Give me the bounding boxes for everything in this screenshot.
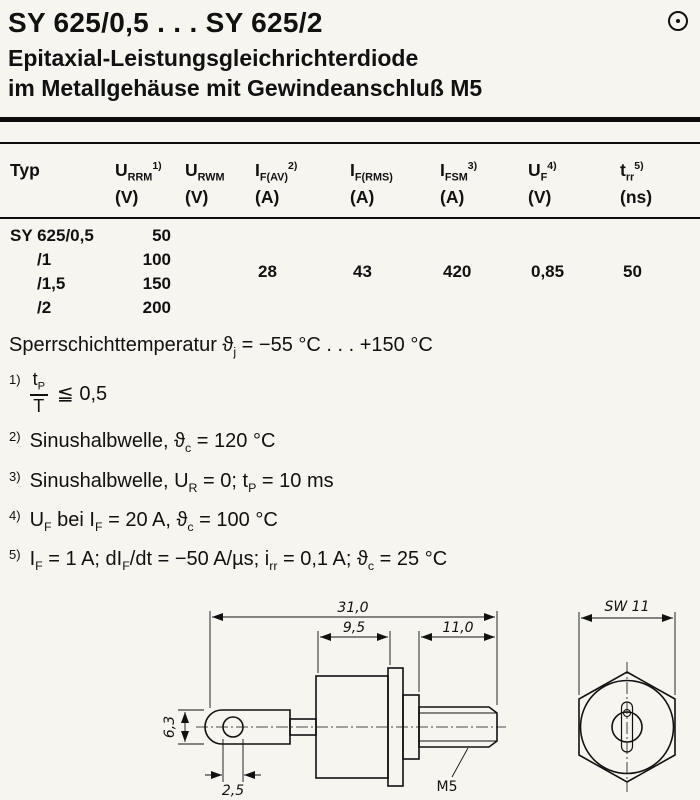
divider-thin: [0, 142, 700, 144]
col-header-uf: $U_F^{4)}$ (V): [528, 159, 557, 208]
logo-dot: [676, 19, 680, 23]
table-cell-typ: /2: [37, 298, 52, 318]
footnote-text: $U_F$ bei $I_F = 20$ A, $ϑ_c = 100$ °C: [29, 508, 278, 534]
footnote-3: [9, 470, 700, 495]
col-header-urwm: $U_{RWM}$ (V): [185, 159, 225, 208]
dim-tab-height: 6,3: [162, 716, 178, 739]
dim-thread-length: 11,0: [442, 620, 474, 637]
footnote-4: [9, 509, 700, 534]
dim-total-length: 31,0: [337, 600, 369, 617]
col-header-trr: $t_{rr}^{5)}$ (ns): [620, 159, 653, 208]
circled-dot-logo-icon: [668, 11, 688, 31]
table-cell-ifrms: 43: [353, 262, 372, 282]
col-header-ifav: $I_{F(AV)}^{2)}$ (A): [255, 159, 298, 208]
footnote-marker: 2): [9, 429, 21, 445]
divider-thick: [0, 117, 700, 122]
dim-body-length: 9,5: [342, 620, 366, 637]
table-cell-uf: 0,85: [531, 262, 565, 282]
page-header: [0, 0, 700, 39]
col-header-urrm: $U_{RRM}^{1)}$ (V): [115, 159, 162, 208]
table-body: [0, 224, 700, 320]
footnote-text: ≦ 0,5: [57, 382, 108, 405]
footnote-marker: 4): [9, 507, 21, 523]
footnote-1: [9, 370, 700, 416]
table-cell-urrm: 100: [142, 250, 171, 270]
table-cell-ifav: 28: [258, 262, 277, 282]
junction-temperature-line: Sperrschichttemperatur $ϑ_j = -55$ °C . . . +150 °C: [9, 334, 433, 360]
subtitle-line1: Epitaxial-Leistungsgleichrichterdiode: [8, 45, 419, 71]
subtitle-line2: im Metallgehäuse mit Gewindeanschluß M5: [8, 75, 483, 102]
col-header-typ: Typ: [10, 159, 40, 180]
col-header-ifsm: $I_{FSM}^{3)}$ (A): [440, 159, 478, 208]
dimension-lines: [178, 611, 675, 782]
urwm-column-empty: [185, 224, 255, 320]
thread-size-label: M5: [436, 779, 458, 796]
table-cell-urrm: 200: [142, 298, 171, 318]
table-cell-urrm: 50: [152, 226, 171, 246]
page-title: SY 625/0,5 . . . SY 625/2: [8, 7, 323, 38]
outline-drawing-section: [0, 577, 700, 800]
dimension-drawing: [0, 577, 700, 800]
typ-column: [10, 224, 115, 320]
footnote-text: $I_F = 1$ A; $dI_F/dt = -50$ A/µs; $i_{rr} = 0,1$ A; $ϑ_c = 25$ °C: [29, 548, 448, 574]
table-header: [0, 160, 700, 209]
diode-front-view: [579, 662, 675, 792]
table-cell-typ: /1,5: [37, 274, 66, 294]
table-cell-typ: SY 625/0,5: [10, 226, 94, 246]
table-cell-ifsm: 420: [443, 262, 472, 282]
footnote-marker: 3): [9, 468, 21, 484]
table-cell-trr: 50: [623, 262, 642, 282]
urrm-column: [115, 224, 185, 320]
col-header-ifrms: $I_{F(RMS)}$ (A): [350, 159, 393, 208]
tp-over-t-fraction: $\frac{t_P}{T}$: [30, 370, 48, 416]
divider-under-header: [0, 217, 700, 219]
dim-hole-width: 2,5: [221, 783, 245, 800]
footnote-5: [9, 548, 700, 573]
table-cell-urrm: 150: [142, 274, 171, 294]
footnote-text: Sinushalbwelle, $ϑ_c = 120$ °C: [29, 430, 276, 456]
footnote-2: [9, 430, 700, 455]
dim-wrench-size: SW 11: [604, 599, 650, 616]
footnote-text: Sinushalbwelle, $U_R = 0$; $t_P = 10$ ms: [29, 469, 334, 495]
table-cell-typ: /1: [37, 250, 52, 270]
diode-side-view: [196, 668, 506, 786]
footnote-marker: 5): [9, 547, 21, 563]
footnote-marker: 1): [9, 372, 21, 388]
